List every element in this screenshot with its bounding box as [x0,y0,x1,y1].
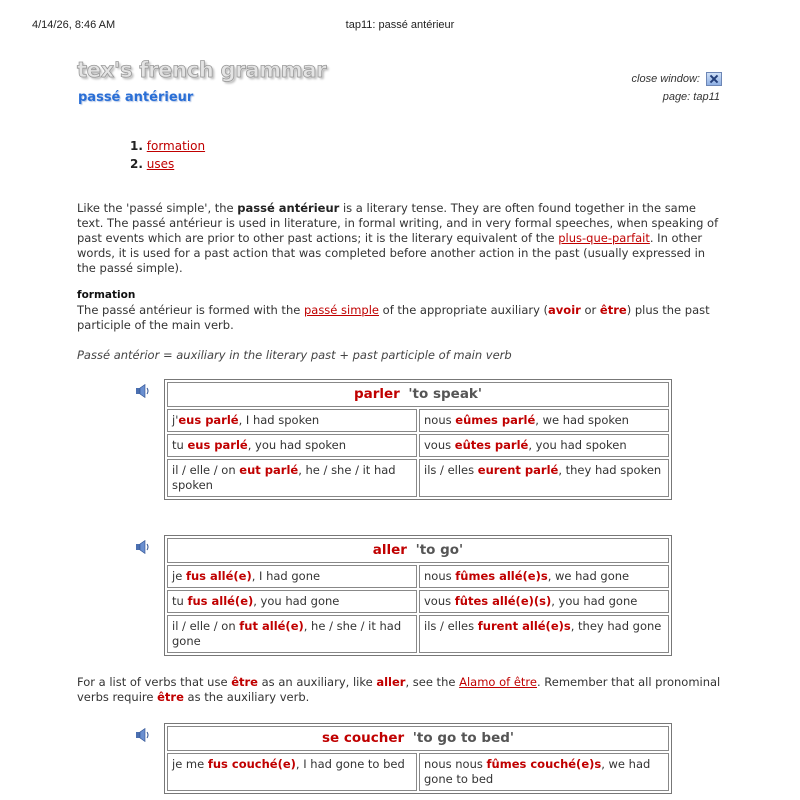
formation-text: The passé antérieur is formed with the [77,303,304,317]
conjugation-table-aller [164,535,672,656]
print-datetime: 4/14/26, 8:46 AM [32,19,116,31]
close-window-row [632,72,722,86]
toc-number: 2. [130,157,143,171]
note-text: . Remember that all pronominal verbs require [77,675,721,704]
intro-text: . [179,261,183,275]
formation-text: or [580,303,600,317]
note-text: , see the [405,675,460,689]
table-cell: tu eus parlé, you had spoken [167,434,417,457]
etre-term: être [231,675,258,689]
site-logo-title: tex's french grammar [77,58,327,82]
speaker-icon[interactable] [135,540,151,554]
table-cell: il / elle / on eut parlé, he / she / it had spoken [167,459,417,497]
intro-text: Like the 'passé simple', the [77,201,238,215]
table-cell: nous nous fûmes couché(e)s, we had gone to bed [419,753,669,791]
formation-paragraph [77,303,723,333]
toc-link-formation[interactable]: formation [146,139,206,153]
print-header [0,19,800,33]
table-heading [167,538,669,563]
intro-term: passé antérieur [237,201,340,215]
table-row [167,590,669,613]
toc-link-uses[interactable]: uses [146,157,175,171]
toc-item-uses [130,155,205,173]
table-of-contents [130,137,205,173]
intro-text: . In other words, it is used for a past action that was completed before another action in the past (usually expressed in the passé simple) [77,231,706,275]
speaker-icon[interactable] [135,384,151,398]
table-cell: je fus allé(e), I had gone [167,565,417,588]
table-row [167,409,669,432]
note-text: as the auxiliary verb. [183,690,310,704]
section-heading-formation: formation [77,289,136,301]
formation-text: ) plus the past participle of the main verb [77,303,710,332]
verb-infinitive: se coucher [321,730,405,746]
verb-infinitive: parler [353,386,400,402]
table-cell: vous fûtes allé(e)(s), you had gone [419,590,669,613]
table-heading [167,382,669,407]
table-heading [167,726,669,751]
etre-term: être [157,690,184,704]
table-row [167,615,669,653]
aller-term: aller [376,675,406,689]
table-cell: je me fus couché(e), I had gone to bed [167,753,417,791]
table-cell: ils / elles eurent parlé, they had spoken [419,459,669,497]
table-cell: il / elle / on fut allé(e), he / she / it had gone [167,615,417,653]
page-id-label: page: tap11 [662,91,720,103]
auxiliary-avoir: avoir [548,303,581,317]
intro-paragraph [77,201,723,276]
table-cell: vous eûtes parlé, you had spoken [419,434,669,457]
intro-text: is a literary tense [339,201,444,215]
intro-text: . They are often found together in the same text [77,201,697,230]
close-window-label: close window: [631,73,700,85]
toc-number: 1. [130,139,143,153]
close-icon[interactable] [706,72,722,86]
formation-text: . [230,318,234,332]
verb-infinitive: aller [372,542,407,558]
alamo-of-etre-link[interactable]: Alamo of être [459,675,537,689]
table-cell: j'eus parlé, I had spoken [167,409,417,432]
table-cell: nous eûmes parlé, we had spoken [419,409,669,432]
speaker-icon[interactable] [135,728,151,742]
etre-note-paragraph [77,675,723,705]
formation-rule: Passé antérior = auxiliary in the literary past + past participle of main verb [77,348,512,362]
conjugation-table-se-coucher [164,723,672,794]
auxiliary-etre: être [599,303,627,317]
verb-gloss: 'to go' [415,542,464,558]
verb-gloss: 'to go to bed' [412,730,515,746]
passe-simple-link[interactable]: passé simple [303,303,379,317]
table-cell: ils / elles furent allé(e)s, they had gone [419,615,669,653]
table-cell: tu fus allé(e), you had gone [167,590,417,613]
conjugation-table-parler [164,379,672,500]
note-text: For a list of verbs that use [77,675,232,689]
table-cell: nous fûmes allé(e)s, we had gone [419,565,669,588]
plus-que-parfait-link[interactable]: plus-que-parfait [558,231,650,245]
formation-text: of the appropriate auxiliary ( [379,303,549,317]
print-page-title: tap11: passé antérieur [345,19,455,31]
page-subtitle: passé antérieur [78,90,194,105]
note-text: as an auxiliary, like [257,675,377,689]
toc-item-formation [130,137,205,155]
table-row [167,459,669,497]
intro-text: . The passé antérieur is used in literature, in formal writing, and in very formal speeches, when speaking of past events which are prior to other past actions; it is the literary equivalent of the [77,216,719,245]
table-row [167,565,669,588]
table-row [167,434,669,457]
table-row [167,753,669,791]
verb-gloss: 'to speak' [408,386,483,402]
